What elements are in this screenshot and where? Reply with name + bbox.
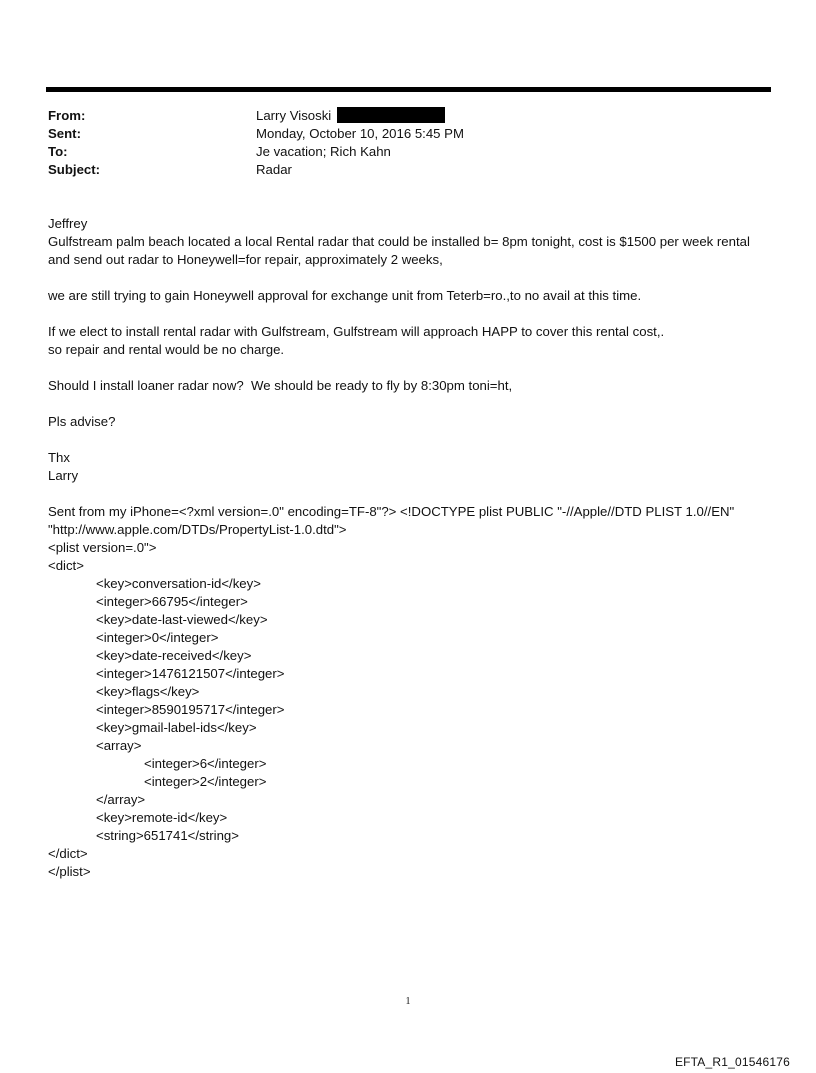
bates-number: EFTA_R1_01546176: [674, 1055, 790, 1069]
code-line: <integer>1476121507</integer>: [96, 666, 285, 681]
code-line: <integer>6</integer>: [144, 756, 267, 771]
to-value: Je vacation; Rich Kahn: [256, 144, 391, 159]
plist-open: <plist version=.0">: [48, 540, 157, 555]
paragraph-4: Should I install loaner radar now? We should be ready to fly by 8:30pm toni=ht,: [48, 378, 513, 393]
paragraph-1-line-2: and send out radar to Honeywell=for repair, approximately 2 weeks,: [48, 252, 443, 267]
sent-from-line-2: "http://www.apple.com/DTDs/PropertyList-1.0.dtd">: [48, 522, 347, 537]
code-line: <key>conversation-id</key>: [96, 576, 261, 591]
from-value: [256, 107, 445, 125]
dict-open: <dict>: [48, 558, 84, 573]
signoff-name: Larry: [48, 468, 79, 483]
paragraph-2: we are still trying to gain Honeywell approval for exchange unit from Teterb=ro.,to no avail at this time.: [48, 288, 642, 303]
email-header: [48, 107, 748, 179]
subject-row: [48, 161, 748, 179]
email-body: [48, 215, 778, 881]
subject-value: Radar: [256, 162, 292, 177]
code-line: <integer>66795</integer>: [96, 594, 248, 609]
sender-name: Larry Visoski: [256, 108, 332, 123]
code-line: </array>: [96, 792, 146, 807]
paragraph-3-line-2: so repair and rental would be no charge.: [48, 342, 285, 357]
code-line: <key>remote-id</key>: [96, 810, 228, 825]
code-line: <key>date-last-viewed</key>: [96, 612, 268, 627]
greeting: Jeffrey: [48, 216, 88, 231]
to-row: [48, 143, 748, 161]
plist-close: </plist>: [48, 864, 91, 879]
dict-close: </dict>: [48, 846, 88, 861]
sent-row: [48, 125, 748, 143]
code-line: <key>date-received</key>: [96, 648, 252, 663]
code-line: <integer>2</integer>: [144, 774, 267, 789]
redaction-box: [337, 107, 445, 123]
code-line: <array>: [96, 738, 142, 753]
paragraph-1-line-1: Gulfstream palm beach located a local Rental radar that could be installed b= 8pm tonight, cost is $1500 per week rental: [48, 234, 750, 249]
page-number: 1: [405, 996, 411, 1007]
signoff-thx: Thx: [48, 450, 70, 465]
sent-from-line-1: Sent from my iPhone=<?xml version=.0" encoding=TF-8"?> <!DOCTYPE plist PUBLIC "-//Apple//DTD PLIST 1.0//EN": [48, 504, 735, 519]
code-line: <string>651741</string>: [96, 828, 239, 843]
to-label: To:: [48, 144, 68, 159]
code-line: <integer>0</integer>: [96, 630, 219, 645]
code-line: <key>gmail-label-ids</key>: [96, 720, 257, 735]
subject-label: Subject:: [48, 162, 101, 177]
code-line: <key>flags</key>: [96, 684, 200, 699]
from-label: From:: [48, 108, 86, 123]
header-divider: [46, 87, 771, 92]
code-line: <integer>8590195717</integer>: [96, 702, 285, 717]
paragraph-3-line-1: If we elect to install rental radar with Gulfstream, Gulfstream will approach HAPP to cover this rental cost,.: [48, 324, 665, 339]
paragraph-5: Pls advise?: [48, 414, 116, 429]
sent-value: Monday, October 10, 2016 5:45 PM: [256, 126, 464, 141]
from-row: [48, 107, 748, 125]
sent-label: Sent:: [48, 126, 81, 141]
